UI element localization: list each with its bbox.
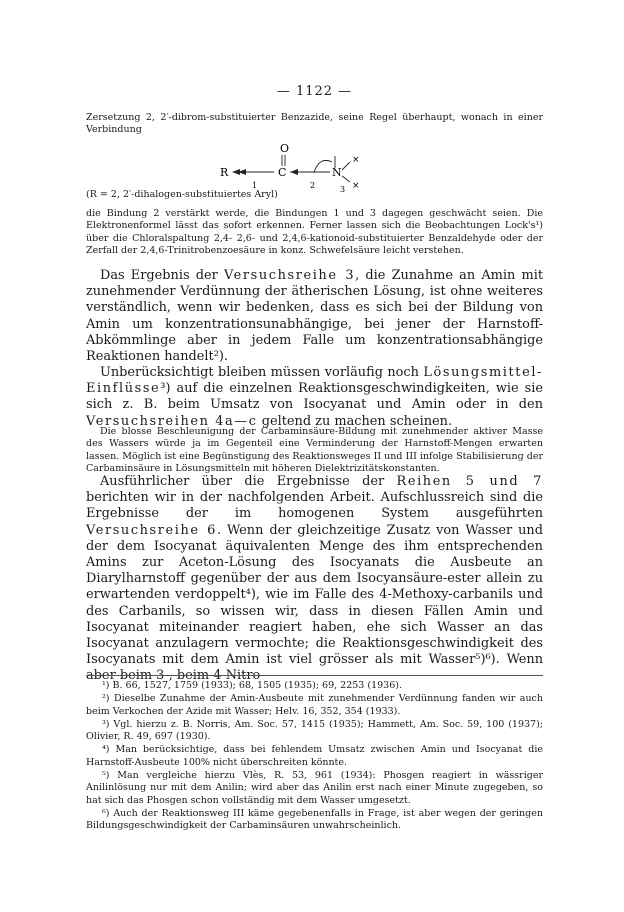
intro-paragraph [86,112,543,137]
body-paragraph-1 [86,268,543,365]
electron-cross-upper: × [352,155,360,165]
bond-2-arrowhead [290,169,298,175]
electron-cross-lower: × [352,181,360,191]
bond-1-label: 1 [252,181,258,190]
body2-text-b: ³) auf die einzelnen Reaktionsgeschwindigkeiten, wie sie sich z. B. beim Umsatz von Isocyanat und Amin oder in den [86,381,543,413]
intro-text: Zersetzung 2, 2′-dibrom-substituierter Benzazide, seine Regel überhaupt, wonach in einer Verbindung [86,112,543,136]
paragraph-after-formula-text: die Bindung 2 verstärkt werde, die Bindungen 1 und 3 dagegen geschwächt seien. Die Elektronenformel lässt das sofort erkennen. Ferner lassen sich die Beobachtungen Lock's¹) über die Chloralspaltung 2,4- 2,6- und 2,4,6-kationoid-substituierter Benzaldehyde oder der Zerfall der 2,4,6-Trinitrobenzoesäure in konz. Schwefelsäure leicht verstehen. [86,208,543,256]
body1-spaced: Versuchsreihe 3 [223,268,356,283]
body-paragraph-2 [86,365,543,430]
body3-spaced-2: Versuchsreihe 6 [86,522,217,538]
formula-caption: (R = 2, 2′-dihalogen-substituiertes Aryl) [86,189,278,200]
paragraph-after-formula [86,208,543,257]
bond-3-label: 3 [340,185,346,192]
oxygen-atom: O [280,142,290,155]
footnote-2: ²) Dieselbe Zunahme der Amin-Ausbeute mit zunehmender Verdünnung fanden wir auch beim Verkochen der Azide mit Wasser; Helv. 16, 352, 354 (1933). [86,693,543,717]
body3-text-a: Ausführlicher über die Ergebnisse der [100,474,397,489]
curved-arrow [314,160,332,172]
body3-spaced-1: Reihen 5 und 7 [396,474,543,489]
body2-spaced-2: Versuchsreihen 4a—c [86,413,258,429]
page-number: — 1122 — [276,84,353,99]
footnotes [86,680,543,834]
footnote-4: ⁴) Man berücksichtige, dass bei fehlendem Umsatz zwischen Amin und Isocyanat die Harnstoff-Ausbeute 100% nicht überschreiten könnte. [86,744,543,768]
body2-text-c: geltend zu machen scheinen. [257,413,453,429]
footnote-5: ⁵) Man vergleiche hierzu Vlès, R. 53, 961 (1934): Phosgen reagiert in wässriger Anilinlösung nur mit dem Anilin; wird aber das Anilin erst nach einer Minute zugegeben, so hat sich das Phosgen schon vollständig mit dem Wasser umgesetzt. [86,770,543,806]
body2-text-a: Unberücksichtigt bleiben müssen vorläufig noch [100,365,424,380]
small-paragraph-2-text: Die blosse Beschleunigung der Carbaminsäure-Bildung mit zunehmender aktiver Masse des Wassers würde ja im Gegenteil eine Verminderung der Harnstoff-Mengen erwarten lassen. Möglich ist eine Begünstigung des Reaktionsweges II und III infolge Stabilisierung der Carbaminsäure in Lösungsmitteln mit höheren Dielektrizitätskonstanten. [86,426,543,474]
nitrogen-atom: N [332,166,342,179]
body-paragraph-3 [86,474,543,685]
footnote-3: ³) Vgl. hierzu z. B. Norris, Am. Soc. 57, 1415 (1935); Hammett, Am. Soc. 59, 100 (1937); Olivier, R. 49, 697 (1930). [86,718,543,743]
r-group: R [220,166,229,179]
carbon-atom: C [278,166,287,179]
body3-text-b: berichten wir in der nachfolgenden Arbeit. Aufschlussreich sind die Ergebnisse der im homogenen System ausgeführten [86,490,543,522]
formula-diagram [216,142,396,192]
bond-2-label: 2 [310,181,316,190]
bond-3-arrow [342,176,350,182]
footnote-6: ⁶) Auch der Reaktionsweg III käme gegebenenfalls in Frage, ist aber wegen der geringen Bildungsgeschwindigkeit der Carbaminsäuren unwahrscheinlich. [86,807,543,832]
body2-spaced-1: Lösungsmittel-Einflüsse [86,365,543,397]
body1-text-a: Das Ergebnis der [100,268,224,283]
body1-text-b: , die Zunahme an Amin mit zunehmender Verdünnung der ätherischen Lösung, ist ohne weiteres verständlich, wenn wir bedenken, dass es sich bei der Bildung von Amin um konzentrationsunabhängige, bei jener der Harnstoff-Abkömmlinge aber in jedem Falle um konzentrationsabhängige Reaktionen handelt²). [86,268,543,365]
n-upper-bond [342,162,350,170]
footnote-1: ¹) B. 66, 1527, 1759 (1933); 68, 1505 (1935); 69, 2253 (1936). [102,680,402,691]
body3-text-c: . Wenn der gleichzeitige Zusatz von Wasser und der dem Isocyanat äquivalenten Menge des ihm entsprechenden Amins zur Aceton-Lösung des Isocyanats die Ausbeute an Diarylharnstoff gegenüber der aus dem Isocyansäure-ester allein zu erwartenden verdoppelt⁴), wie im Falle des 4-Methoxy-carbanils und des Carbanils, so wissen wir, dass in diesen Fällen Amin und Isocyanat miteinander reagiert haben, ehe sich Wasser an das Isocyanat anzulagern vermochte; die Reaktionsgeschwindigkeit des Isocyanats mit dem Amin ist viel grösser als mit Wasser⁵)⁶). Wenn aber beim 3-, beim 4-Nitro- [86,522,543,684]
footnote-divider [86,675,543,676]
small-paragraph-2 [86,426,543,475]
